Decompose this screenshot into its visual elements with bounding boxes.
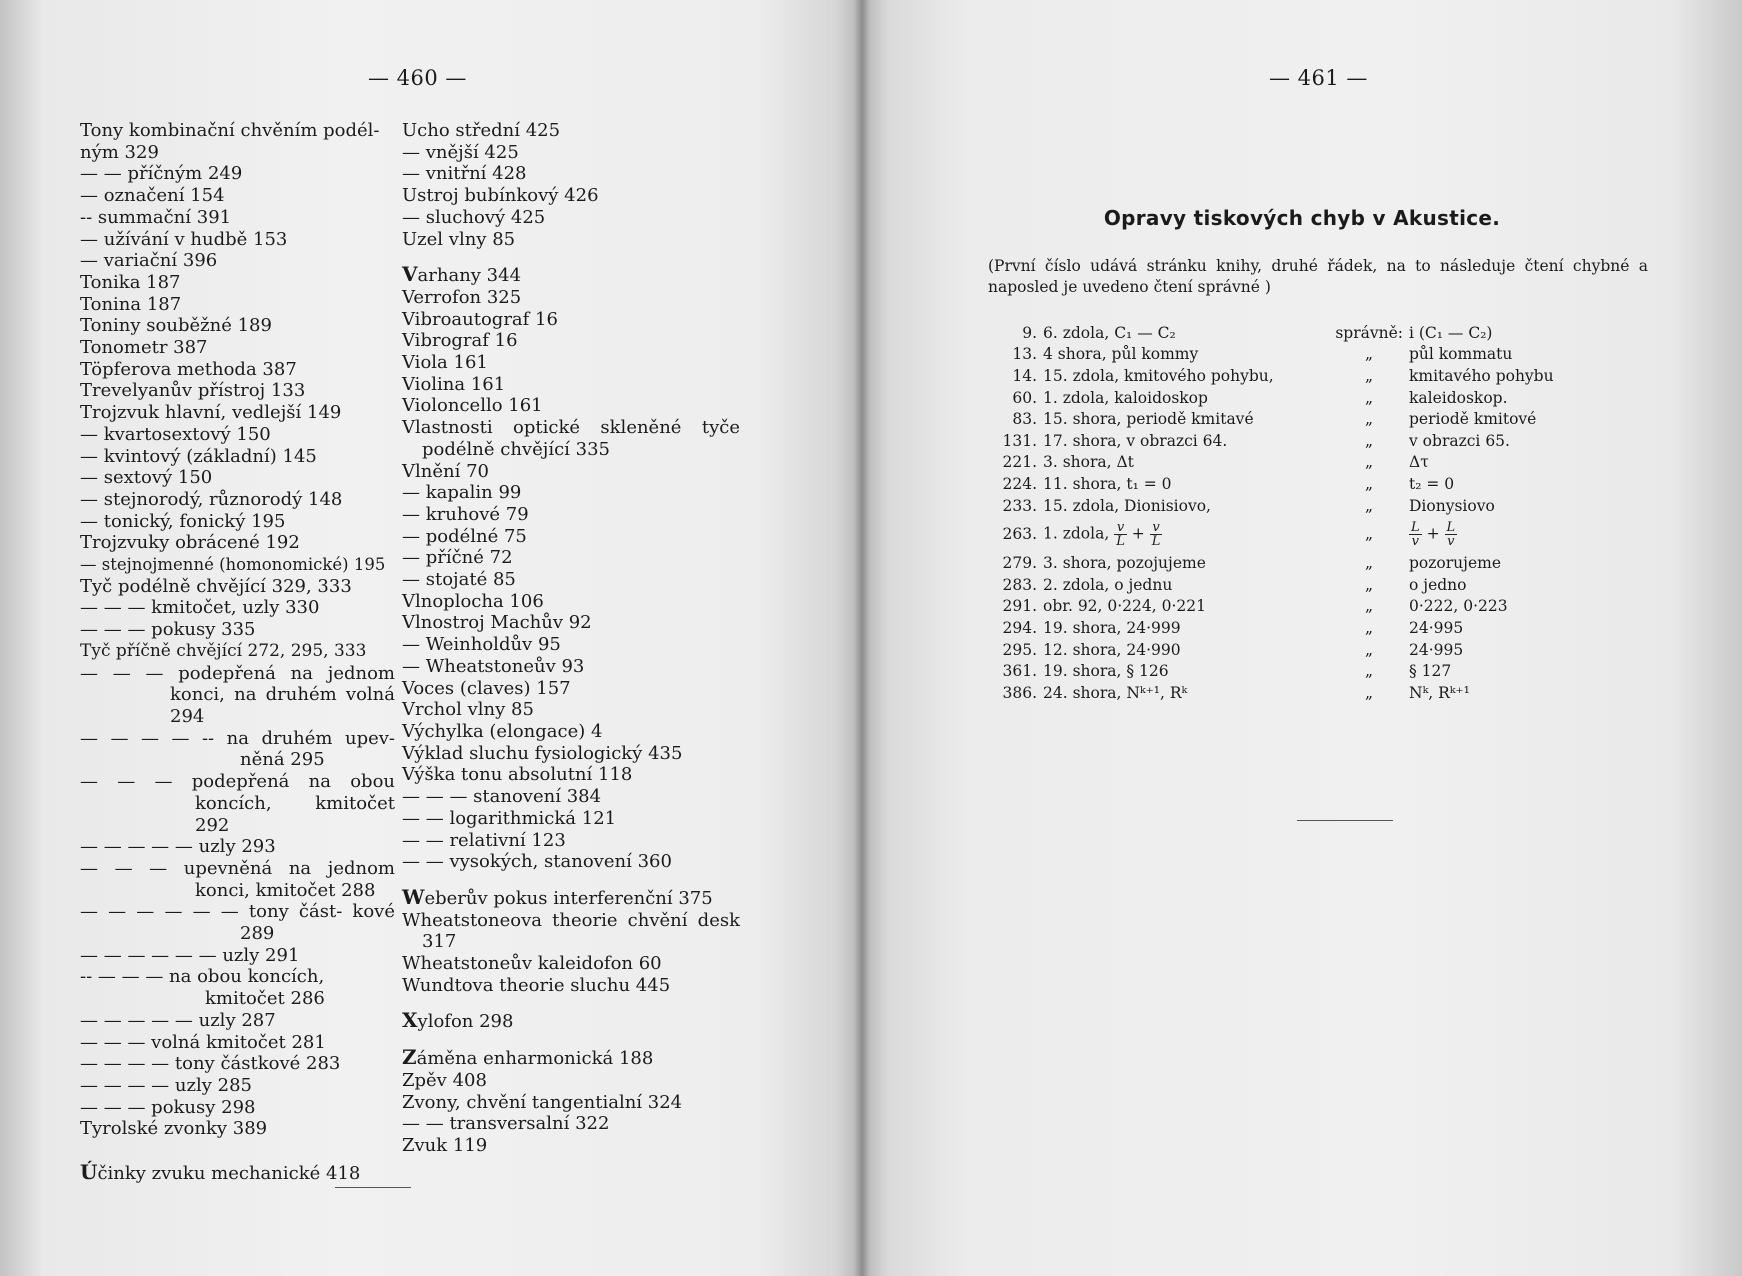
errata-wrong: 15. zdola, Dionisiovo, [1043, 496, 1211, 515]
index-entry: — — transversalní 322 [402, 1113, 610, 1135]
errata-mark: „ [1364, 366, 1373, 385]
index-entry: — — — pokusy 335 [80, 619, 256, 641]
errata-table [997, 322, 1677, 704]
errata-correct: 24·995 [1409, 640, 1464, 659]
errata-mark: správně: [1335, 323, 1403, 342]
index-entry: Voces (claves) 157 [402, 677, 571, 699]
errata-mark: „ [1364, 597, 1373, 616]
errata-correct: Nᵏ, Rᵏ⁺¹ [1409, 683, 1470, 702]
errata-mark: „ [1364, 683, 1373, 702]
errata-row [997, 516, 1677, 552]
errata-correct: kmitavého pohybu [1409, 366, 1554, 385]
index-entry: Vibroautograf 16 [402, 308, 558, 330]
errata-wrong: 11. shora, t₁ = 0 [1043, 474, 1172, 493]
errata-note: (První číslo udává stránku knihy, druhé řádek, na to následuje čtení chybné a naposled je uvedeno čtení správné ) [988, 257, 1648, 296]
errata-page: 294. [1002, 618, 1037, 637]
errata-correct: pozorujeme [1409, 554, 1501, 573]
index-entry: Tonometr 387 [80, 337, 208, 359]
errata-row [997, 344, 1677, 366]
index-entry: Tyč podélně chvějící 329, 333 [80, 575, 352, 597]
errata-row [997, 452, 1677, 474]
index-entry: Tyč příčně chvějící 272, 295, 333 [80, 640, 367, 661]
page-number-461: — 461 — [1269, 66, 1368, 90]
index-entry: Zvuk 119 [402, 1134, 488, 1156]
index-entry: Violoncello 161 [402, 395, 543, 417]
errata-correct [1409, 516, 1677, 552]
fraction [1409, 521, 1422, 548]
errata-page: 386. [1002, 683, 1037, 702]
index-entry: Weberův pokus interferenční 375 [402, 884, 713, 909]
index-entry: -- summační 391 [80, 206, 232, 228]
index-entry: Verrofon 325 [402, 286, 522, 308]
index-entry: — užívání v hudbě 153 [80, 228, 288, 250]
index-entry: Wundtova theorie sluchu 445 [402, 974, 671, 996]
index-entry: Wheatstoneův kaleidofon 60 [402, 953, 662, 975]
index-entry: Viola 161 [402, 352, 488, 374]
errata-mark: „ [1364, 640, 1373, 659]
index-entry: Účinky zvuku mechanické 418 [80, 1160, 361, 1185]
errata-correct: 0·222, 0·223 [1409, 597, 1508, 616]
errata-page: 295. [1002, 640, 1037, 659]
index-entry: Tony kombinační chvěním podél- ným 329 [80, 120, 380, 163]
index-entry: — — logarithmická 121 [402, 807, 617, 829]
index-entry: — označení 154 [80, 185, 225, 207]
errata-row [997, 365, 1677, 387]
errata-mark: „ [1364, 453, 1373, 472]
index-entry: — kvintový (základní) 145 [80, 445, 317, 467]
index-entry: Výklad sluchu fysiologický 435 [402, 742, 683, 764]
index-entry: Tonina 187 [80, 293, 182, 315]
index-column-2 [402, 120, 740, 1157]
fraction [1445, 521, 1458, 548]
closing-rule [335, 1187, 411, 1188]
errata-wrong: 19. shora, § 126 [1043, 662, 1169, 681]
index-entry: — — — — tony částkové 283 [80, 1053, 341, 1075]
index-entry: — — — pokusy 298 [80, 1096, 256, 1118]
index-entry: — — — kmitočet, uzly 330 [80, 597, 320, 619]
left-page [0, 0, 862, 1276]
errata-wrong-prefix: 1. zdola, [1043, 524, 1110, 543]
book-gutter [854, 0, 870, 1276]
errata-mark: „ [1364, 410, 1373, 429]
index-entry: Vlnění 70 [402, 460, 489, 482]
index-entry: — — relativní 123 [402, 829, 566, 851]
errata-mark: „ [1364, 525, 1373, 544]
errata-page: 283. [1002, 575, 1037, 594]
index-entry: — — vysokých, stanovení 360 [402, 851, 672, 873]
errata-page: 60. [1012, 388, 1037, 407]
index-entry: — kvartosextový 150 [80, 423, 271, 445]
errata-page: 291. [1002, 597, 1037, 616]
index-entry: Záměna enharmonická 188 [402, 1045, 654, 1070]
errata-correct: kaleidoskop. [1409, 388, 1508, 407]
errata-correct: § 127 [1409, 662, 1452, 681]
errata-wrong: 12. shora, 24·990 [1043, 640, 1181, 659]
fraction-numerator: v [1150, 521, 1163, 535]
index-entry: — — — — — uzly 293 [80, 836, 276, 858]
index-entry: Tonika 187 [80, 271, 181, 293]
errata-wrong: 17. shora, v obrazci 64. [1043, 431, 1228, 450]
errata-row [997, 408, 1677, 430]
fraction-denominator: v [1411, 533, 1419, 549]
closing-rule [1297, 820, 1393, 821]
errata-correct: v obrazci 65. [1409, 431, 1510, 450]
errata-mark: „ [1364, 575, 1373, 594]
index-entry: Výška tonu absolutní 118 [402, 764, 633, 786]
index-entry: — sluchový 425 [402, 206, 546, 228]
errata-row [997, 574, 1677, 596]
index-entry: — kapalin 99 [402, 482, 522, 504]
section-initial: V [402, 262, 418, 287]
index-entry: Wheatstoneova theorie chvění desk 317 [402, 909, 740, 953]
fraction-numerator: v [1114, 521, 1127, 535]
index-entry: — podélné 75 [402, 525, 527, 547]
errata-page: 221. [1002, 453, 1037, 472]
errata-page: 233. [1002, 496, 1037, 515]
fraction-denominator: L [1151, 533, 1161, 549]
errata-row [997, 430, 1677, 452]
errata-page: 279. [1002, 554, 1037, 573]
index-entry: Zpěv 408 [402, 1069, 487, 1091]
errata-page: 9. [1022, 323, 1037, 342]
index-entry: Toniny souběžné 189 [80, 315, 272, 337]
index-entry: Varhany 344 [402, 262, 522, 287]
index-entry: Vlnostroj Machův 92 [402, 612, 592, 634]
errata-correct: půl kommatu [1409, 345, 1513, 364]
fraction-numerator: L [1446, 519, 1456, 535]
index-entry: — — — volná kmitočet 281 [80, 1031, 326, 1053]
index-entry: Xylofon 298 [402, 1008, 514, 1033]
fraction-denominator: v [1447, 533, 1455, 549]
errata-mark: „ [1364, 618, 1373, 637]
index-entry: — příčné 72 [402, 547, 513, 569]
errata-page: 263. [1002, 525, 1037, 544]
index-entry: — stejnorodý, různorodý 148 [80, 488, 343, 510]
errata-mark: „ [1364, 474, 1373, 493]
errata-mark: „ [1364, 554, 1373, 573]
errata-wrong: 6. zdola, C₁ — C₂ [1043, 323, 1176, 342]
errata-correct: Dionysiovo [1409, 496, 1495, 515]
errata-wrong: 15. zdola, kmitového pohybu, [1043, 366, 1274, 385]
index-entry: Vlnoplocha 106 [402, 590, 544, 612]
errata-wrong: 3. shora, Δt [1043, 453, 1134, 472]
index-entry: Trevelyanův přístroj 133 [80, 380, 306, 402]
errata-wrong: 3. shora, pozojujeme [1043, 554, 1206, 573]
errata-row [997, 639, 1677, 661]
errata-row [997, 660, 1677, 682]
index-entry: — sextový 150 [80, 467, 213, 489]
errata-correct: o jedno [1409, 575, 1467, 594]
errata-wrong: 15. shora, periodě kmitavé [1043, 410, 1254, 429]
errata-row [997, 473, 1677, 495]
index-entry: — — — — — uzly 287 [80, 1009, 276, 1031]
index-entry: — — — stanovení 384 [402, 786, 602, 808]
index-entry: Violina 161 [402, 373, 506, 395]
errata-wrong: 2. zdola, o jednu [1043, 575, 1173, 594]
errata-row [997, 552, 1677, 574]
errata-mark: „ [1364, 345, 1373, 364]
errata-correct: t₂ = 0 [1409, 474, 1455, 493]
errata-mark: „ [1364, 431, 1373, 450]
plus-sign: + [1131, 524, 1145, 543]
index-entry: — vnitřní 428 [402, 163, 527, 185]
errata-page: 14. [1012, 366, 1037, 385]
section-initial: W [402, 884, 425, 909]
page-number-460: — 460 — [368, 66, 467, 90]
index-entry: Tyrolské zvonky 389 [80, 1118, 268, 1140]
fraction [1114, 521, 1127, 548]
index-column-1 [80, 120, 395, 1185]
errata-row [997, 495, 1677, 517]
index-entry: Uzel vlny 85 [402, 228, 516, 250]
index-entry: — tonický, fonický 195 [80, 510, 286, 532]
index-entry: Vrchol vlny 85 [402, 699, 534, 721]
errata-correct: periodě kmitové [1409, 410, 1537, 429]
errata-page: 13. [1012, 345, 1037, 364]
index-entry: Töpferova methoda 387 [80, 358, 297, 380]
index-entry: — stojaté 85 [402, 569, 516, 591]
section-initial: Z [402, 1045, 417, 1070]
errata-correct: i (C₁ — C₂) [1409, 323, 1493, 342]
errata-wrong: 19. shora, 24·999 [1043, 618, 1181, 637]
index-entry: — — příčným 249 [80, 163, 243, 185]
index-entry: Ucho střední 425 [402, 120, 561, 141]
section-initial: X [402, 1008, 418, 1033]
errata-wrong: obr. 92, 0·224, 0·221 [1043, 597, 1206, 616]
section-initial: Ú [80, 1160, 98, 1185]
index-entry: — stejnojmenné (homonomické) 195 [80, 555, 386, 575]
errata-mark: „ [1364, 662, 1373, 681]
index-entry: — vnější 425 [402, 141, 519, 163]
plus-sign: + [1426, 524, 1440, 543]
errata-correct: 24·995 [1409, 618, 1464, 637]
errata-row [997, 387, 1677, 409]
fraction-numerator: L [1411, 519, 1420, 535]
index-entry: Vlastnosti optické skleněné tyče podélně chvějící 335 [402, 417, 740, 460]
index-entry: — — — podepřená na jednom konci, na druhém volná 294 [80, 662, 395, 727]
errata-page: 224. [1002, 474, 1037, 493]
index-entry: — Weinholdův 95 [402, 634, 561, 656]
errata-wrong [1043, 516, 1283, 552]
index-entry: — variační 396 [80, 250, 218, 272]
index-entry: Vibrograf 16 [402, 330, 518, 352]
index-entry: — — — upevněná na jednom konci, kmitočet 288 [80, 857, 395, 901]
errata-wrong: 24. shora, Nᵏ⁺¹, Rᵏ [1043, 683, 1188, 702]
errata-mark: „ [1364, 388, 1373, 407]
index-entry: Zvony, chvění tangentialní 324 [402, 1091, 683, 1113]
errata-correct: Δτ [1409, 453, 1429, 472]
index-entry: — — — — -- na druhém upev- něná 295 [80, 727, 395, 771]
index-entry: Výchylka (elongace) 4 [402, 720, 603, 742]
errata-wrong: 1. zdola, kaloidoskop [1043, 388, 1208, 407]
index-entry: — — — — — — uzly 291 [80, 944, 300, 966]
index-entry: — — — podepřená na obou koncích, kmitočet 292 [80, 771, 395, 836]
errata-page: 361. [1002, 662, 1037, 681]
index-entry: — — — — uzly 285 [80, 1074, 252, 1096]
errata-title: Opravy tiskových chyb v Akustice. [1103, 206, 1501, 230]
errata-page: 131. [1002, 431, 1037, 450]
index-entry: — Wheatstoneův 93 [402, 655, 585, 677]
errata-row [997, 322, 1677, 344]
right-page [862, 0, 1742, 1276]
errata-wrong: 4 shora, půl kommy [1043, 345, 1199, 364]
index-entry: Ustroj bubínkový 426 [402, 185, 599, 207]
index-entry: — — — — — — tony část- kové 289 [80, 901, 395, 945]
errata-page: 83. [1012, 410, 1037, 429]
index-entry: -- — — — na obou koncích, kmitočet 286 [80, 966, 325, 1010]
fraction [1150, 521, 1163, 548]
fraction-denominator: L [1116, 533, 1125, 549]
errata-row [997, 682, 1677, 704]
errata-row [997, 596, 1677, 618]
index-entry: Trojzvuky obrácené 192 [80, 532, 300, 554]
errata-mark: „ [1364, 496, 1373, 515]
index-entry: — kruhové 79 [402, 503, 529, 525]
index-entry: Trojzvuk hlavní, vedlejší 149 [80, 402, 342, 424]
errata-row [997, 617, 1677, 639]
